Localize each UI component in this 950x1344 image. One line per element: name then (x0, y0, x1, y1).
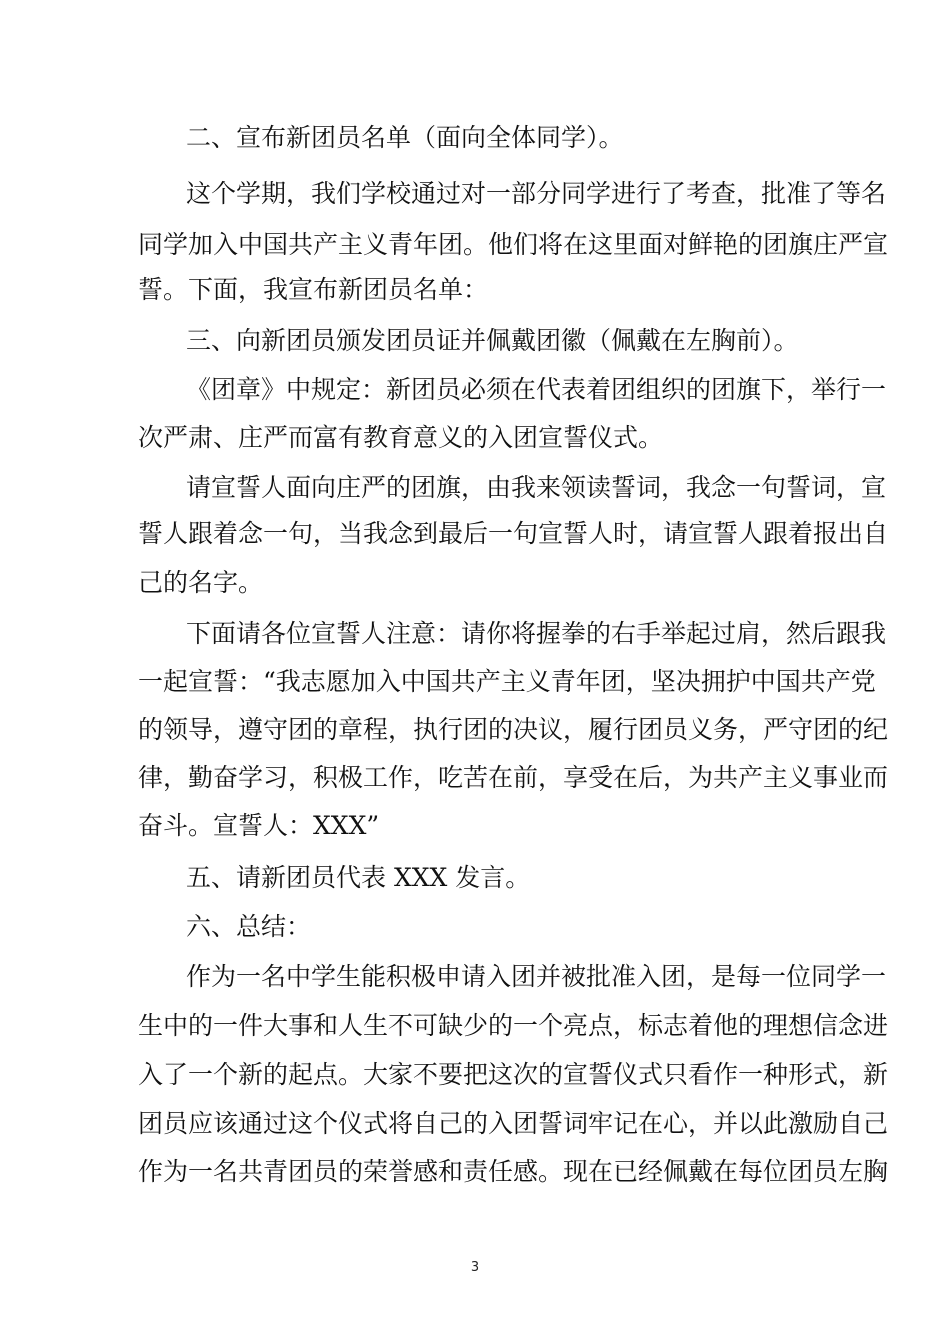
paragraph-line: 奋斗。宣誓人：XXX” (138, 811, 380, 840)
paragraph-line: 同学加入中国共产主义青年团。他们将在这里面对鲜艳的团旗庄严宣 (138, 230, 889, 259)
paragraph-line: 生中的一件大事和人生不可缺少的一个亮点，标志着他的理想信念进 (138, 1011, 889, 1040)
paragraph-line: 誓。下面，我宣布新团员名单： (138, 275, 489, 304)
paragraph-line: 五、请新团员代表 XXX 发言。 (186, 863, 531, 892)
paragraph-line: 己的名字。 (138, 568, 264, 597)
paragraph-line: 这个学期，我们学校通过对一部分同学进行了考查，批准了等名 (186, 179, 887, 208)
paragraph-line: 律，勤奋学习，积极工作，吃苦在前，享受在后，为共产主义事业而 (138, 763, 889, 792)
page-number: 3 (470, 1260, 480, 1275)
paragraph-line: 《团章》中规定：新团员必须在代表着团组织的团旗下，举行一 (186, 375, 887, 404)
paragraph-line: 入了一个新的起点。大家不要把这次的宣誓仪式只看作一种形式，新 (138, 1060, 889, 1089)
paragraph-line: 请宣誓人面向庄严的团旗，由我来领读誓词，我念一句誓词，宣 (186, 473, 887, 502)
paragraph-line: 团员应该通过这个仪式将自己的入团誓词牢记在心，并以此激励自己 (138, 1109, 889, 1138)
paragraph-line: 作为一名中学生能积极申请入团并被批准入团，是每一位同学一 (186, 962, 887, 991)
paragraph-line: 六、总结： (186, 912, 312, 941)
paragraph-line: 的领导，遵守团的章程，执行团的决议，履行团员义务，严守团的纪 (138, 715, 889, 744)
paragraph-line: 次严肃、庄严而富有教育意义的入团宣誓仪式。 (138, 423, 664, 452)
paragraph-line: 二、宣布新团员名单（面向全体同学）。 (186, 123, 624, 152)
paragraph-line: 誓人跟着念一句，当我念到最后一句宣誓人时，请宣誓人跟着报出自 (138, 519, 889, 548)
paragraph-line: 三、向新团员颁发团员证并佩戴团徽（佩戴在左胸前）。 (186, 326, 799, 355)
paragraph-line: 作为一名共青团员的荣誉感和责任感。现在已经佩戴在每位团员左胸 (138, 1157, 889, 1186)
paragraph-line: 一起宣誓：“我志愿加入中国共产主义青年团，坚决拥护中国共产党 (138, 667, 876, 696)
paragraph-line: 下面请各位宣誓人注意：请你将握拳的右手举起过肩，然后跟我 (186, 619, 887, 648)
